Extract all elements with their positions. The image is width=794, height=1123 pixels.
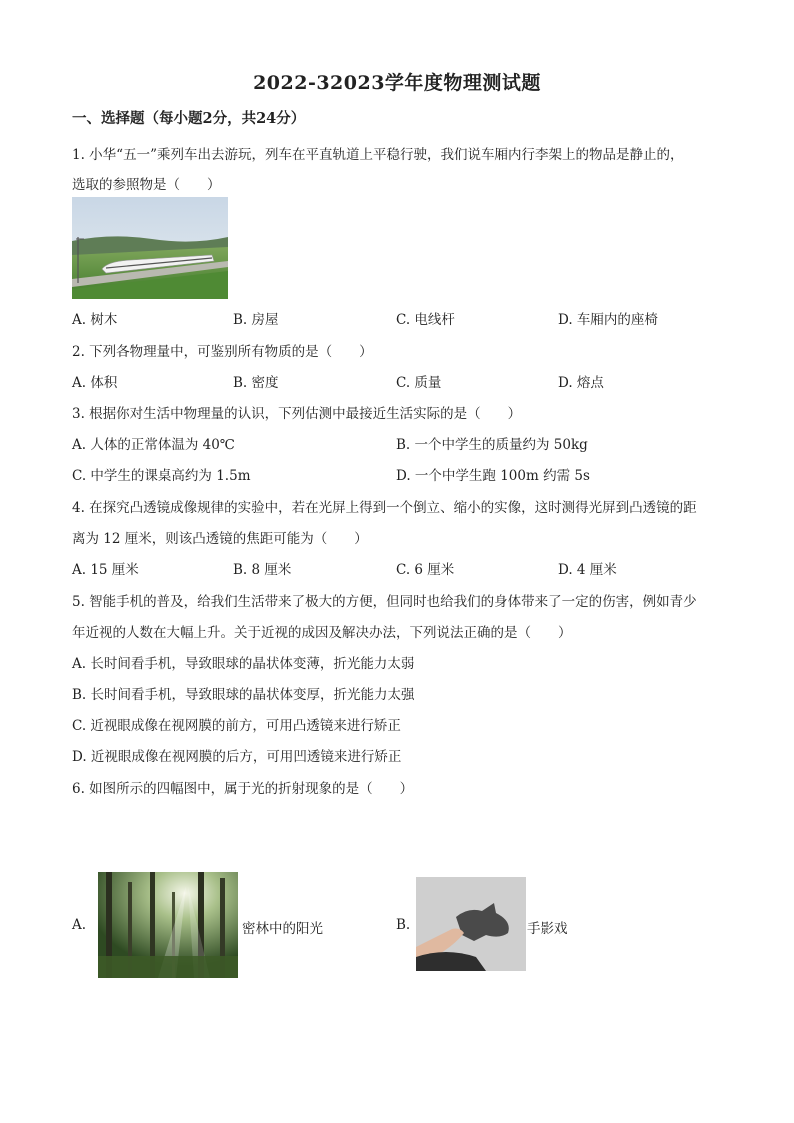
q3-option-c: C. 中学生的课桌高约为 1.5m <box>72 468 251 484</box>
q1-option-d: D. 车厢内的座椅 <box>558 312 658 328</box>
q2-stem: 2. 下列各物理量中，可鉴别所有物质的是（ ） <box>72 344 373 360</box>
q4-option-b: B. 8 厘米 <box>233 562 292 578</box>
q4-stem-line2: 离为 12 厘米，则该凸透镜的焦距可能为（ ） <box>72 531 368 547</box>
q4-stem-line1: 4. 在探究凸透镜成像规律的实验中，若在光屏上得到一个倒立、缩小的实像，这时测得光屏到凸透镜的距 <box>72 500 697 516</box>
exam-title: 2022-32023学年度物理测试题 <box>253 72 541 94</box>
q5-option-b: B. 长时间看手机，导致眼球的晶状体变厚，折光能力太强 <box>72 687 415 703</box>
q3-option-b: B. 一个中学生的质量约为 50kg <box>396 437 588 453</box>
section-heading: 一、选择题（每小题2分，共24分） <box>72 110 306 127</box>
q6-option-a-letter: A. <box>72 917 87 933</box>
forest-sunlight-photo <box>98 872 238 978</box>
q5-option-a: A. 长时间看手机，导致眼球的晶状体变薄，折光能力太弱 <box>72 656 415 672</box>
q1-option-a: A. 树木 <box>72 312 118 328</box>
q6-option-a-caption: 密林中的阳光 <box>242 921 323 937</box>
q5-option-d: D. 近视眼成像在视网膜的后方，可用凹透镜来进行矫正 <box>72 749 402 765</box>
q4-option-a: A. 15 厘米 <box>72 562 139 578</box>
q4-option-c: C. 6 厘米 <box>396 562 455 578</box>
q1-option-c: C. 电线杆 <box>396 312 455 328</box>
q5-stem-line1: 5. 智能手机的普及，给我们生活带来了极大的方便，但同时也给我们的身体带来了一定的伤害，例如青少 <box>72 594 697 610</box>
q1-stem-line1: 1. 小华“五一”乘列车出去游玩，列车在平直轨道上平稳行驶，我们说车厢内行李架上的物品是静止的， <box>72 147 684 163</box>
q4-option-d: D. 4 厘米 <box>558 562 617 578</box>
q6-option-b-letter: B. <box>396 917 411 933</box>
q2-option-d: D. 熔点 <box>558 375 604 391</box>
q2-option-c: C. 质量 <box>396 375 442 391</box>
q3-stem: 3. 根据你对生活中物理量的认识，下列估测中最接近生活实际的是（ ） <box>72 406 522 422</box>
q3-option-d: D. 一个中学生跑 100m 约需 5s <box>396 468 590 484</box>
q2-option-a: A. 体积 <box>72 375 118 391</box>
q1-option-b: B. 房屋 <box>233 312 279 328</box>
q1-stem-line2: 选取的参照物是（ ） <box>72 177 221 193</box>
train-photo <box>72 197 228 299</box>
q6-stem: 6. 如图所示的四幅图中，属于光的折射现象的是（ ） <box>72 781 414 797</box>
q5-stem-line2: 年近视的人数在大幅上升。关于近视的成因及解决办法，下列说法正确的是（ ） <box>72 625 572 641</box>
q6-option-b-caption: 手影戏 <box>527 921 568 937</box>
q2-option-b: B. 密度 <box>233 375 279 391</box>
q5-option-c: C. 近视眼成像在视网膜的前方，可用凸透镜来进行矫正 <box>72 718 401 734</box>
hand-shadow-photo <box>416 877 526 971</box>
q3-option-a: A. 人体的正常体温为 40℃ <box>72 437 235 453</box>
